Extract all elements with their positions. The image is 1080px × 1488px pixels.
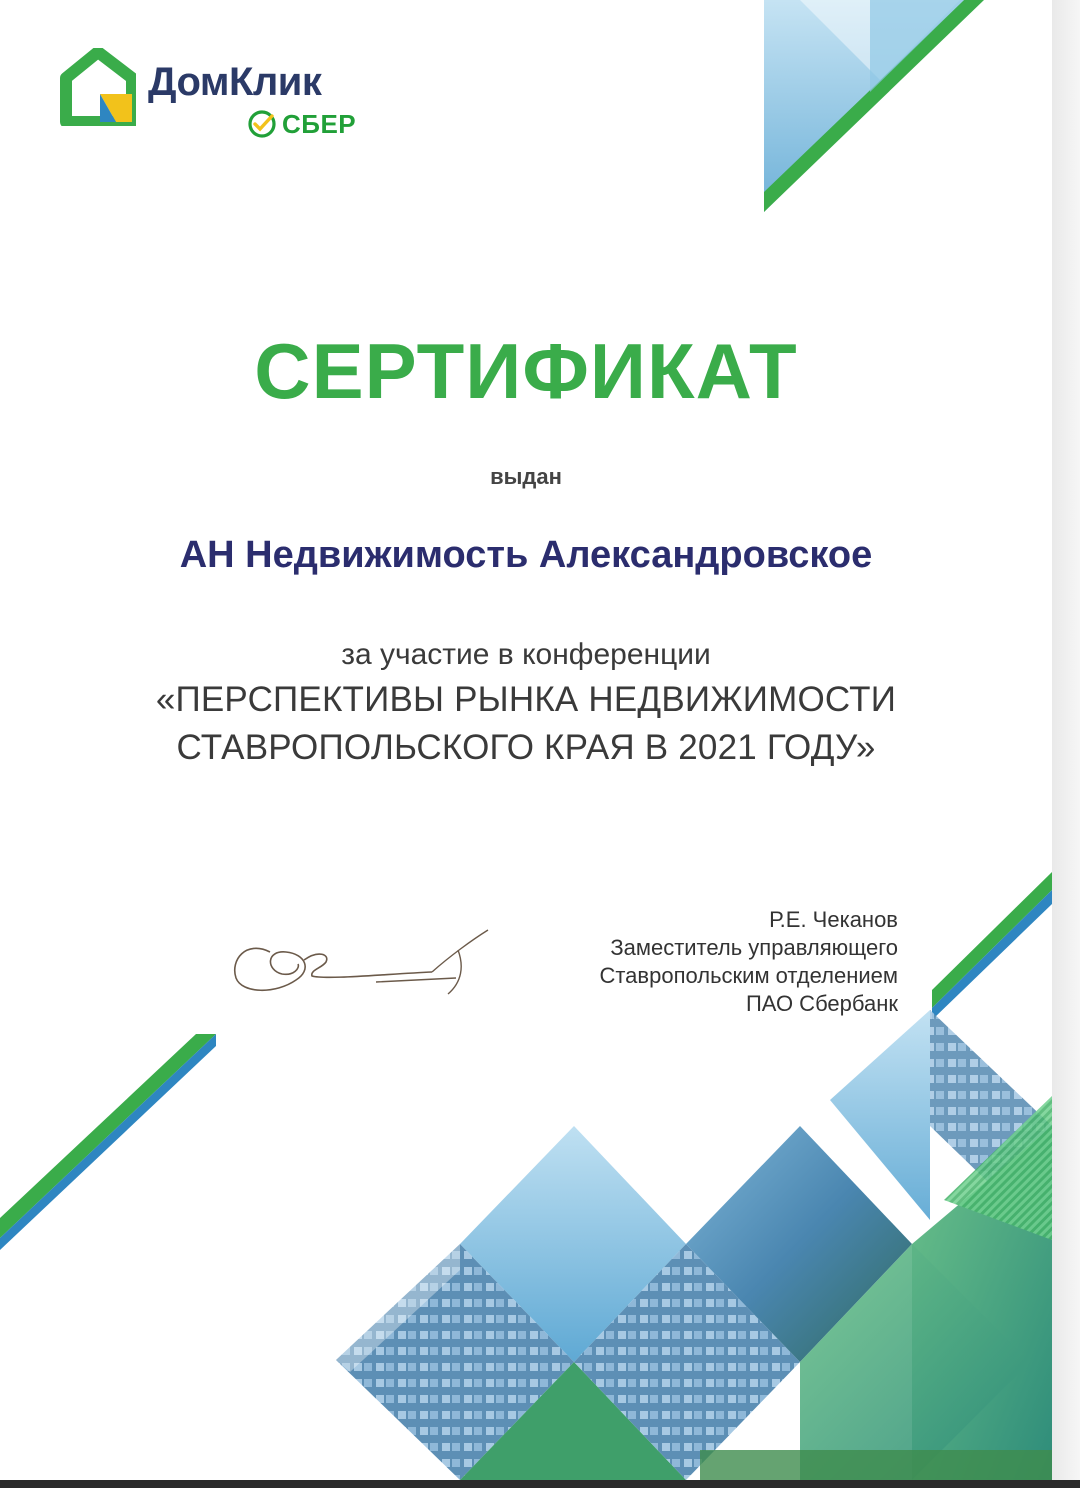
brand-name: ДомКлик bbox=[148, 60, 322, 104]
conference-title-line1: «ПЕРСПЕКТИВЫ РЫНКА НЕДВИЖИМОСТИ bbox=[155, 680, 897, 719]
conference-title-line2: СТАВРОПОЛЬСКОГО КРАЯ В 2021 ГОДУ» bbox=[176, 728, 876, 767]
signer-position-line2: Ставропольским отделением bbox=[599, 963, 898, 988]
sber-mark bbox=[246, 108, 356, 140]
domclick-logo bbox=[60, 46, 380, 146]
certificate-title: СЕРТИФИКАТ bbox=[254, 327, 798, 415]
signer-organization: ПАО Сбербанк bbox=[745, 991, 898, 1016]
recipient-name: АН Недвижимость Александровское bbox=[179, 534, 873, 576]
purpose-text: за участие в конференции bbox=[341, 638, 711, 671]
house-logo-icon bbox=[60, 48, 136, 126]
sber-text: СБЕР bbox=[282, 108, 357, 139]
scan-bottom-edge bbox=[0, 1480, 1080, 1488]
handwritten-signature bbox=[226, 920, 506, 1020]
signer-name: Р.Е. Чеканов bbox=[769, 907, 898, 932]
sber-check-icon bbox=[246, 108, 278, 140]
signer-block bbox=[599, 906, 898, 1018]
paper-edge bbox=[1052, 0, 1080, 1488]
issued-label: выдан bbox=[490, 464, 562, 489]
signer-position-line1: Заместитель управляющего bbox=[610, 935, 898, 960]
